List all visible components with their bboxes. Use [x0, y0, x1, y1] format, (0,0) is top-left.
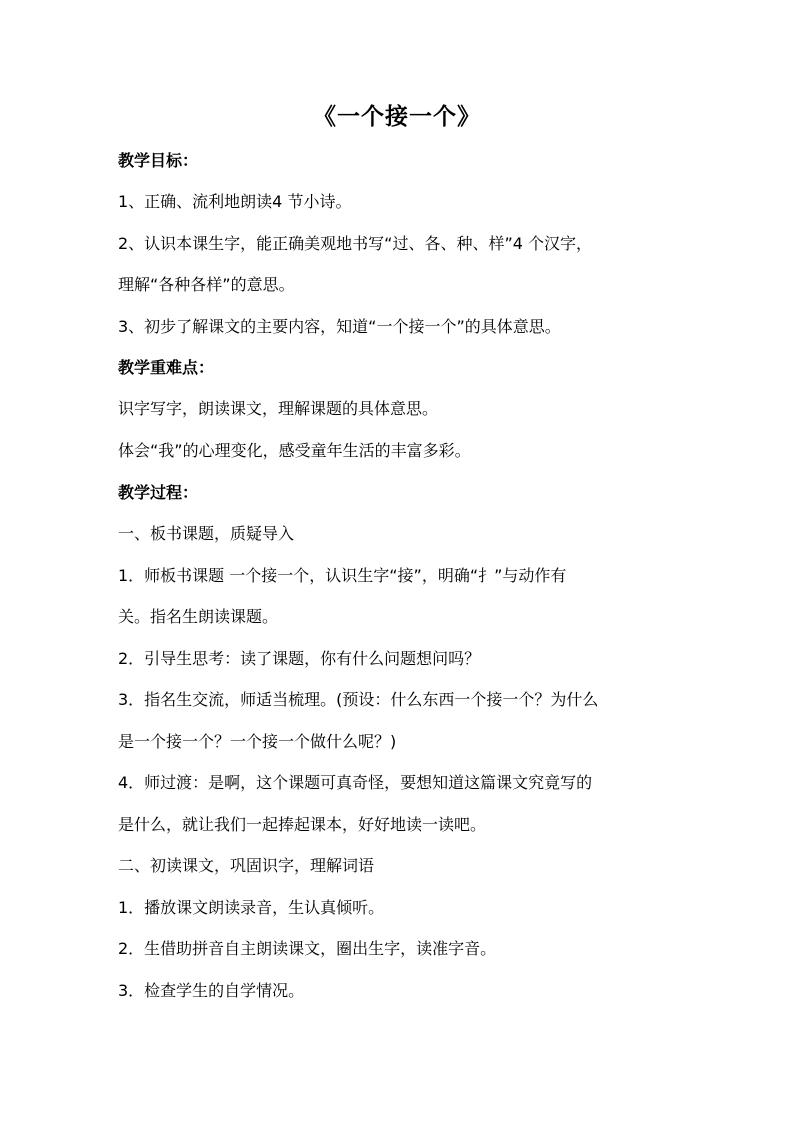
paragraph-line: 3、初步了解课文的主要内容，知道“一个接一个”的具体意思。: [118, 317, 561, 336]
paragraph-line: 是一个接一个？一个接一个做什么呢？): [118, 732, 397, 751]
paragraph-line: 4．师过渡：是啊，这个课题可真奇怪，要想知道这篇课文究竟写的: [118, 773, 593, 792]
paragraph-line: 2、认识本课生字，能正确美观地书写“过、各、种、样”4 个汉字，: [118, 234, 593, 253]
section-heading-key-points: 教学重难点：: [118, 358, 215, 377]
paragraph-line: 识字写字，朗读课文，理解课题的具体意思。: [118, 399, 439, 418]
paragraph-line: 体会“我”的心理变化，感受童年生活的丰富多彩。: [118, 441, 471, 460]
paragraph-line: 二、初读课文，巩固识字，理解词语: [118, 856, 375, 875]
paragraph-line: 2．引导生思考：读了课题，你有什么问题想问吗？: [118, 649, 481, 668]
paragraph-line: 1．师板书课题 一个接一个，认识生字“接”，明确“扌”与动作有: [118, 566, 567, 585]
paragraph-line: 关。指名生朗读课题。: [118, 607, 279, 626]
paragraph-line: 是什么，就让我们一起捧起课本，好好地读一读吧。: [118, 815, 487, 834]
document-title: 《一个接一个》: [313, 104, 481, 130]
paragraph-line: 1．播放课文朗读录音，生认真倾听。: [118, 898, 385, 917]
paragraph-line: 一、板书课题，质疑导入: [118, 524, 295, 543]
paragraph-line: 1、正确、流利地朗读4 节小诗。: [118, 192, 352, 211]
section-heading-process: 教学过程：: [118, 483, 199, 502]
paragraph-line: 2．生借助拼音自主朗读课文，圈出生字，读准字音。: [118, 939, 497, 958]
paragraph-line: 3．指名生交流，师适当梳理。(预设：什么东西一个接一个？为什么: [118, 690, 599, 709]
paragraph-line: 理解“各种各样”的意思。: [118, 275, 295, 294]
paragraph-line: 3．检查学生的自学情况。: [118, 981, 305, 1000]
section-heading-objectives: 教学目标：: [118, 151, 199, 170]
